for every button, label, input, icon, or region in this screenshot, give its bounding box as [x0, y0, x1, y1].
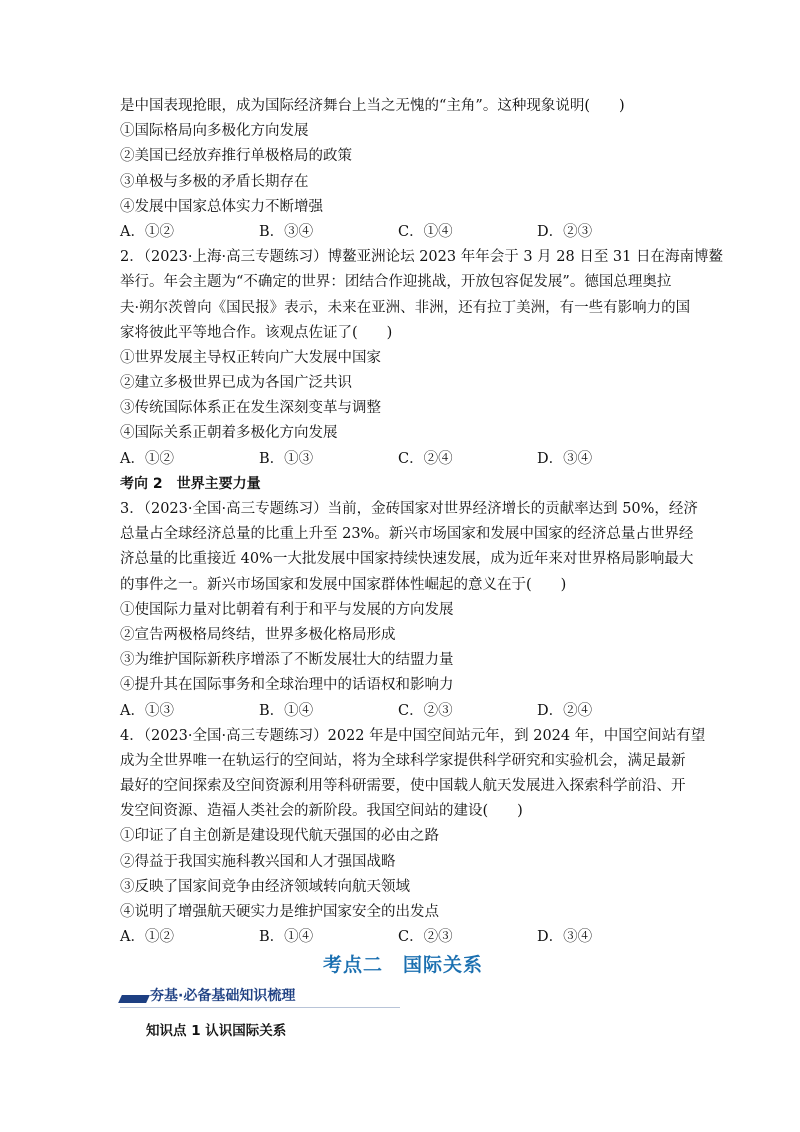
question-3 [120, 497, 698, 724]
question-stem-line: 是中国表现抢眼，成为国际经济舞台上当之无愧的“主角”。这种现象说明( ) [120, 98, 625, 114]
statement-2: ②美国已经放弃推行单极格局的政策 [120, 148, 352, 165]
statement-1: ①国际格局向多极化方向发展 [120, 123, 309, 140]
question-2 [120, 245, 723, 472]
option-b[interactable]: B．①④ [259, 929, 314, 946]
statement-4: ④提升其在国际事务和全球治理中的话语权和影响力 [120, 677, 454, 694]
question-stem-line: 济总量的比重接近 40%一大批发展中国家持续快速发展，成为近年来对世界格局影响最大 [120, 551, 694, 568]
knowledge-point-heading: 知识点 1 认识国际关系 [146, 1023, 287, 1040]
section-heading: 考向 2 世界主要力量 [120, 475, 261, 492]
question-stem-line: 总量占全球经济总量的比重上升至 23%。新兴市场国家和发展中国家的经济总量占世界经 [120, 526, 694, 543]
option-c[interactable]: C．①④ [398, 223, 453, 240]
statement-3: ③反映了国家间竞争由经济领域转向航天领域 [120, 878, 410, 895]
option-d[interactable]: D．③④ [537, 450, 593, 467]
option-c[interactable]: C．②④ [398, 450, 453, 467]
question-stem-line: 最好的空间探索及空间资源利用等科研需要，使中国载人航天发展进入探索科学前沿、开 [120, 778, 686, 795]
question-stem-line: 2．（2023·上海·高三专题练习）博鳌亚洲论坛 2023 年年会于 3 月 28 日至 31 日在海南博鳌 [120, 249, 723, 266]
statement-3: ③单极与多极的矛盾长期存在 [120, 173, 309, 190]
banner-underline [120, 1007, 400, 1008]
option-a[interactable]: A．①③ [120, 702, 174, 719]
option-a[interactable]: A．①② [120, 929, 174, 946]
question-stem-line: 举行。年会主题为“不确定的世界：团结合作迎挑战，开放包容促发展”。德国总理奥拉 [120, 274, 672, 291]
option-d[interactable]: D．③④ [537, 929, 593, 946]
answer-options [120, 699, 686, 724]
statement-4: ④发展中国家总体实力不断增强 [120, 198, 323, 215]
page-content [120, 94, 723, 1045]
answer-options [120, 925, 686, 950]
option-c[interactable]: C．②③ [398, 929, 453, 946]
statement-4: ④说明了增强航天硬实力是维护国家安全的出发点 [120, 904, 439, 920]
option-a[interactable]: A．①② [120, 450, 174, 467]
statement-2: ②得益于我国实施科教兴国和人才强国战略 [120, 853, 396, 870]
answer-options [120, 447, 686, 472]
question-stem-line: 3．（2023·全国·高三专题练习）当前，金砖国家对世界经济增长的贡献率达到 50%，经济 [120, 501, 698, 517]
statement-2: ②建立多极世界已成为各国广泛共识 [120, 375, 352, 392]
option-b[interactable]: B．①④ [259, 702, 314, 719]
banner-bar-decoration [118, 995, 150, 1003]
answer-options [120, 220, 686, 245]
question-stem-line: 家将彼此平等地合作。该观点佐证了( ) [120, 324, 393, 341]
option-d[interactable]: D．②④ [537, 702, 593, 719]
statement-4: ④国际关系正朝着多极化方向发展 [120, 425, 338, 442]
statement-3: ③为维护国际新秩序增添了不断发展壮大的结盟力量 [120, 652, 454, 669]
question-1 [120, 94, 686, 245]
statement-2: ②宣告两极格局终结，世界多极化格局形成 [120, 626, 396, 643]
option-a[interactable]: A．①② [120, 223, 174, 240]
question-stem-line: 4．（2023·全国·高三专题练习）2022 年是中国空间站元年，到 2024 年，中国空间站有望 [120, 727, 706, 744]
option-c[interactable]: C．②③ [398, 702, 453, 719]
question-stem-line: 夫·朔尔茨曾向《国民报》表示，未来在亚洲、非洲，还有拉丁美洲，有一些有影响力的国 [120, 299, 691, 316]
section-banner [120, 981, 400, 1011]
option-b[interactable]: B．③④ [259, 223, 314, 240]
option-b[interactable]: B．①③ [259, 450, 314, 467]
question-stem-line: 成为全世界唯一在轨运行的空间站，将为全球科学家提供科学研究和实验机会，满足最新 [120, 752, 686, 769]
question-4 [120, 724, 706, 951]
banner-text: 夯基·必备基础知识梳理 [150, 988, 296, 1005]
statement-1: ①世界发展主导权正转向广大发展中国家 [120, 349, 381, 366]
statement-3: ③传统国际体系正在发生深刻变革与调整 [120, 400, 381, 417]
statement-1: ①印证了自主创新是建设现代航天强国的必由之路 [120, 828, 439, 845]
option-d[interactable]: D．②③ [537, 223, 593, 240]
statement-1: ①使国际力量对比朝着有利于和平与发展的方向发展 [120, 601, 454, 618]
question-stem-line: 的事件之一。新兴市场国家和发展中国家群体性崛起的意义在于( ) [120, 576, 567, 593]
question-stem-line: 发空间资源、造福人类社会的新阶段。我国空间站的建设( ) [120, 803, 523, 820]
topic-title: 考点二 国际关系 [322, 954, 483, 977]
